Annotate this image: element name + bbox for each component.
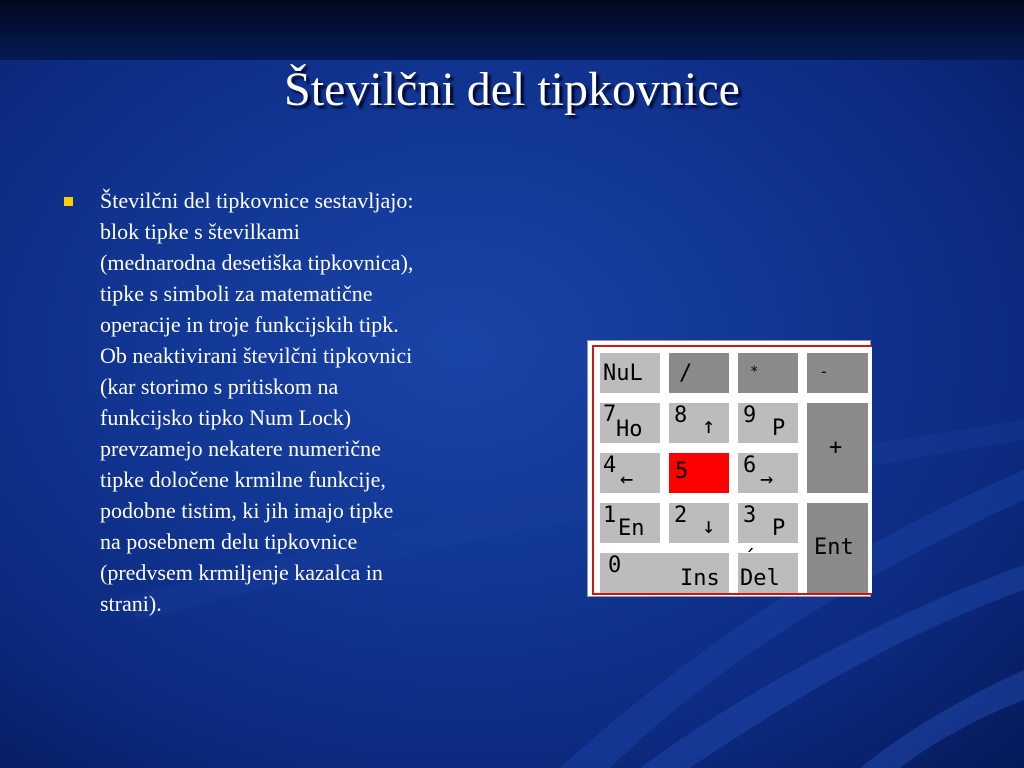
- key-3-pgdn: 3 P: [738, 503, 798, 543]
- key-multiply: *: [738, 353, 798, 393]
- key-4-left: 4 ←: [600, 453, 660, 493]
- bullet-line: (mednarodna desetiška tipkovnica),: [100, 250, 414, 275]
- bullet-line: tipke s simboli za matematične: [100, 281, 373, 306]
- slide-title: Številčni del tipkovnice: [284, 63, 740, 116]
- key-8-up: 8 ↑: [669, 403, 729, 443]
- key-9-pgup: 9 P: [738, 403, 798, 443]
- bullet-line: prevzamejo nekatere numerične: [100, 436, 381, 461]
- key-minus: -: [807, 353, 868, 393]
- key-2-down: 2 ↓: [669, 503, 729, 543]
- bullet-line: blok tipke s številkami: [100, 219, 300, 244]
- arrow-down-icon: ↓: [702, 514, 716, 539]
- key-5: 5: [669, 453, 729, 493]
- arrow-up-icon: ↑: [702, 414, 716, 439]
- key-7-home: 7 Ho: [600, 403, 660, 443]
- bullet-line: (predvsem krmiljenje kazalca in: [100, 560, 383, 585]
- bullet-line: tipke določene krmilne funkcije,: [100, 467, 386, 492]
- key-1-end: 1 En: [600, 503, 660, 543]
- bullet-line: (kar storimo s pritiskom na: [100, 374, 339, 399]
- bullet-line: Ob neaktivirani številčni tipkovnici: [100, 343, 413, 368]
- bullet-line: na posebnem delu tipkovnice: [100, 529, 358, 554]
- bullet-line: strani).: [100, 591, 162, 616]
- keypad-border: [592, 345, 872, 595]
- bullet-line: operacije in troje funkcijskih tipk.: [100, 312, 399, 337]
- bullet-line: Številčni del tipkovnice sestavljajo:: [100, 188, 414, 213]
- key-enter: Ent: [807, 503, 868, 593]
- bullet-line: funkcijsko tipko Num Lock): [100, 405, 352, 430]
- numeric-keypad-image: [587, 340, 871, 597]
- key-numlock: NuL: [600, 353, 660, 393]
- arrow-left-icon: ←: [620, 467, 634, 492]
- arrow-right-icon: →: [760, 467, 774, 492]
- bullet-text: [100, 185, 500, 619]
- key-plus: +: [807, 403, 868, 493]
- key-divide: /: [669, 353, 729, 393]
- bullet-line: podobne tistim, ki jih imajo tipke: [100, 498, 394, 523]
- bullet-square-icon: [64, 197, 73, 206]
- key-6-right: 6 →: [738, 453, 798, 493]
- key-dot-del: ´ Del: [738, 553, 798, 593]
- key-0-ins: 0 Ins: [600, 553, 729, 593]
